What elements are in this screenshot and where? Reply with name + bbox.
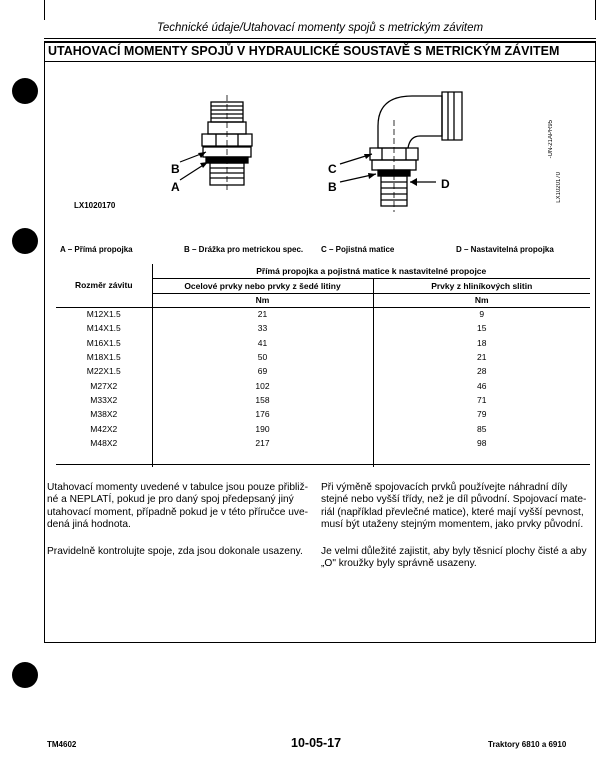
- thread-size-cell: M38X2: [56, 407, 152, 421]
- aluminium-torque-cell: 28: [477, 366, 487, 377]
- thread-size-cell: M48X2: [56, 436, 152, 450]
- table-row: [56, 321, 590, 335]
- steel-torque-cell: 21: [152, 307, 373, 321]
- steel-torque-cell: 102: [152, 378, 373, 392]
- left-paragraph-2: Pravidelně kontrolujte spoje, zda jsou dokonale usazeny.: [47, 546, 303, 557]
- figure-side-date: -UN-21APR95: [548, 120, 554, 159]
- footer-page-number: 10-05-17: [291, 736, 342, 750]
- section-title: UTAHOVACÍ MOMENTY SPOJŮ V HYDRAULICKÉ SOUSTAVĚ S METRICKÝM ZÁVITEM: [48, 44, 560, 58]
- label-b-right: B: [328, 180, 337, 194]
- label-c: C: [328, 162, 337, 176]
- footer-manual-id: TM4602: [47, 740, 77, 749]
- thread-size-cell: M27X2: [56, 378, 152, 392]
- label-b-left: B: [171, 162, 180, 176]
- aluminium-torque-cell: 46: [477, 380, 487, 391]
- unit-aluminium: Nm: [373, 293, 590, 307]
- steel-torque-cell: 50: [152, 350, 373, 364]
- thread-size-cell: M42X2: [56, 421, 152, 435]
- footer-model: Traktory 6810 a 6910: [488, 740, 567, 749]
- unit-steel: Nm: [152, 293, 373, 307]
- label-a: A: [171, 180, 180, 194]
- steel-torque-cell: 217: [152, 436, 373, 450]
- steel-torque-cell: 69: [152, 364, 373, 378]
- caption-c: C – Pojistná matice: [321, 245, 395, 254]
- table-row: [56, 350, 590, 364]
- right-paragraph-1: Při výměně spojovacích prvků používejte náhradní díly stejné nebo vyšší třídy, než je díl původní. Spojovací mate-riál (například převlečné matice), které mají vyšší pevnost, musí být utaženy stejným momentem, jako prvky původní.: [321, 482, 587, 531]
- table-bottom-rule: [56, 464, 590, 465]
- figure-side-id: LX1020170: [556, 172, 562, 203]
- aluminium-torque-cell: 9: [479, 309, 485, 320]
- thread-size-cell: M16X1.5: [56, 336, 152, 350]
- page-edge-line: [595, 0, 596, 20]
- table-row: [56, 307, 590, 321]
- aluminium-torque-cell: 15: [477, 323, 487, 334]
- steel-torque-cell: 33: [152, 321, 373, 335]
- thread-size-cell: M22X1.5: [56, 364, 152, 378]
- caption-d: D – Nastavitelná propojka: [456, 245, 554, 254]
- aluminium-header: Prvky z hliníkových slitin: [373, 278, 590, 293]
- left-paragraph-1: Utahovací momenty uvedené v tabulce jsou pouze přibliž-né a NEPLATÍ, pokud je pro daný spoj předepsaný jiný utahovací moment, případně pokud je v této příručce uve-dená jiná hodnota.: [47, 482, 309, 531]
- table-row: [56, 407, 590, 421]
- thread-size-header: Rozměr závitu: [74, 279, 133, 290]
- fittings-illustration: [150, 90, 480, 220]
- title-rule: [44, 61, 596, 62]
- binding-hole: [12, 662, 38, 688]
- steel-torque-cell: 176: [152, 407, 373, 421]
- table-row: [56, 378, 590, 392]
- caption-a: A – Přímá propojka: [60, 245, 133, 254]
- table-row: [56, 393, 590, 407]
- steel-torque-cell: 158: [152, 393, 373, 407]
- aluminium-torque-cell: 18: [477, 337, 487, 348]
- right-paragraph-2: Je velmi důležité zajistit, aby byly těsnicí plochy čisté a aby „O" kroužky byly správně usazeny.: [321, 546, 587, 570]
- table-row: [56, 364, 590, 378]
- binding-hole: [12, 228, 38, 254]
- group-header: Přímá propojka a pojistná matice k nastavitelné propojce: [152, 264, 590, 278]
- thread-size-cell: M18X1.5: [56, 350, 152, 364]
- thread-size-cell: M14X1.5: [56, 321, 152, 335]
- table-row: [56, 421, 590, 435]
- aluminium-torque-cell: 71: [477, 394, 487, 405]
- thread-size-cell: M12X1.5: [56, 307, 152, 321]
- page-header: Technické údaje/Utahovací momenty spojů s metrickým závitem: [44, 18, 596, 39]
- page-edge-line: [44, 0, 45, 20]
- aluminium-torque-cell: 85: [477, 423, 487, 434]
- table-row: [56, 336, 590, 350]
- aluminium-torque-cell: 79: [477, 409, 487, 420]
- binding-hole: [12, 78, 38, 104]
- steel-header: Ocelové prvky nebo prvky z šedé litiny: [152, 278, 373, 293]
- aluminium-torque-cell: 98: [477, 437, 487, 448]
- straight-fitting-drawing: [202, 95, 252, 190]
- caption-b: B – Drážka pro metrickou spec.: [184, 245, 304, 254]
- thread-size-cell: M33X2: [56, 393, 152, 407]
- torque-table: [56, 264, 590, 467]
- elbow-fitting-drawing: [370, 92, 462, 212]
- steel-torque-cell: 41: [152, 336, 373, 350]
- aluminium-torque-cell: 21: [477, 352, 487, 363]
- table-row: [56, 436, 590, 450]
- label-d: D: [441, 177, 450, 191]
- figure-id: LX1020170: [74, 201, 116, 210]
- steel-torque-cell: 190: [152, 421, 373, 435]
